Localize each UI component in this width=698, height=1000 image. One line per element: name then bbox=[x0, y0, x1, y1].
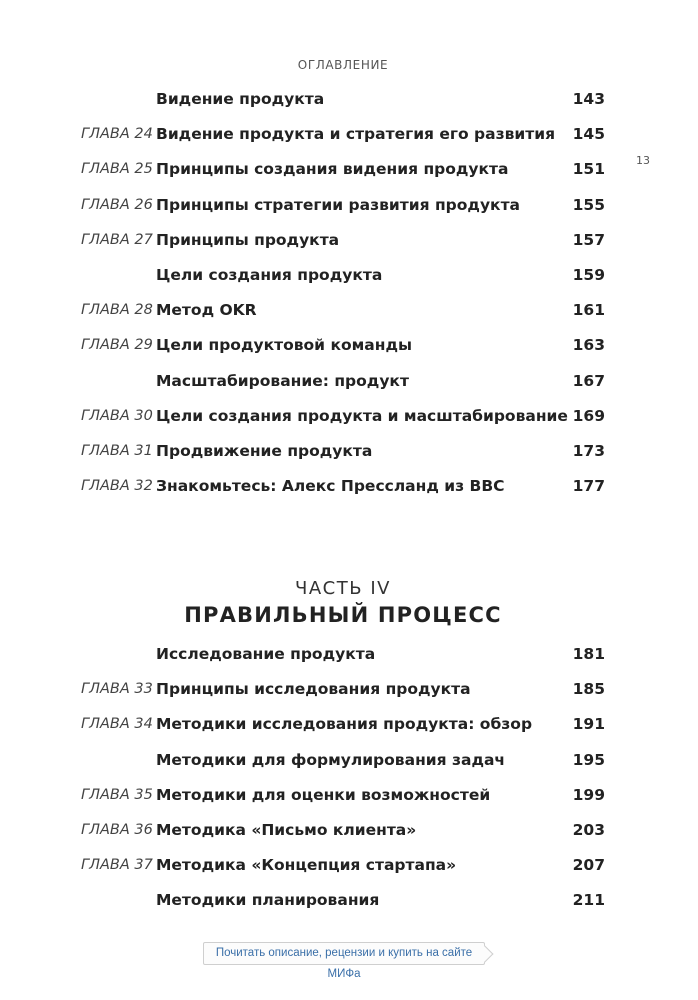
toc-page-number: 159 bbox=[572, 265, 605, 284]
toc-chapter-label: ГЛАВА 26 bbox=[81, 196, 153, 213]
toc-entry-title: Методики для оценки возможностей bbox=[156, 785, 491, 804]
toc-page-number: 185 bbox=[572, 680, 605, 699]
toc-row bbox=[0, 370, 698, 405]
part-label: ЧАСТЬ IV bbox=[295, 578, 391, 599]
toc-chapter-label: ГЛАВА 33 bbox=[81, 681, 153, 698]
toc-page-number: 161 bbox=[572, 301, 605, 320]
running-head: ОГЛАВЛЕНИЕ bbox=[297, 58, 389, 72]
toc-page-number: 211 bbox=[572, 891, 605, 910]
toc-chapter-label: ГЛАВА 37 bbox=[81, 857, 153, 874]
toc-row bbox=[0, 334, 698, 369]
toc-chapter-label: ГЛАВА 27 bbox=[81, 231, 153, 248]
toc-chapter-label: ГЛАВА 28 bbox=[81, 302, 153, 319]
toc-entry-title: Знакомьтесь: Алекс Прессланд из BBC bbox=[156, 477, 505, 496]
toc-chapter-label: ГЛАВА 24 bbox=[81, 126, 153, 143]
toc-row bbox=[0, 158, 698, 193]
toc-row bbox=[0, 854, 698, 889]
toc-page-number: 207 bbox=[572, 856, 605, 875]
toc-row bbox=[0, 405, 698, 440]
toc-page-number: 169 bbox=[572, 406, 605, 425]
toc-entry-title: Методика «Письмо клиента» bbox=[156, 820, 417, 839]
toc-chapter-label: ГЛАВА 29 bbox=[81, 337, 153, 354]
toc-entry-title: Принципы создания видения продукта bbox=[156, 160, 509, 179]
toc-row bbox=[0, 643, 698, 678]
toc-entry-title: Исследование продукта bbox=[156, 645, 376, 663]
toc-page-number: 195 bbox=[572, 750, 605, 769]
toc-page-number: 181 bbox=[572, 645, 605, 663]
promo-link-button[interactable] bbox=[203, 942, 485, 980]
toc-page-number: 143 bbox=[572, 90, 605, 108]
toc-entry-title: Методики планирования bbox=[156, 891, 380, 910]
toc-row bbox=[0, 475, 698, 510]
toc-entry-title: Продвижение продукта bbox=[156, 441, 373, 460]
toc-row bbox=[0, 229, 698, 264]
toc-page-number: 145 bbox=[572, 125, 605, 144]
toc-entry-title: Масштабирование: продукт bbox=[156, 371, 409, 390]
toc-page-number: 167 bbox=[572, 371, 605, 390]
toc-chapter-label: ГЛАВА 36 bbox=[81, 821, 153, 838]
toc-page-number: 199 bbox=[572, 785, 605, 804]
promo-link-text: Почитать описание, рецензии и купить на сайте МИФа bbox=[215, 947, 473, 980]
page-number: 13 bbox=[636, 154, 650, 167]
toc-chapter-label: ГЛАВА 25 bbox=[81, 161, 153, 178]
toc-page-number: 151 bbox=[572, 160, 605, 179]
toc-chapter-label: ГЛАВА 32 bbox=[81, 478, 153, 495]
toc-entry-title: Видение продукта bbox=[156, 90, 325, 108]
toc-entry-title: Видение продукта и стратегия его развития bbox=[156, 125, 556, 144]
toc-page-number: 191 bbox=[572, 715, 605, 734]
toc-entry-title: Цели продуктовой команды bbox=[156, 336, 412, 355]
toc-entry-title: Цели создания продукта bbox=[156, 265, 383, 284]
toc-chapter-label: ГЛАВА 35 bbox=[81, 786, 153, 803]
toc-row bbox=[0, 889, 698, 924]
part-title: ПРАВИЛЬНЫЙ ПРОЦЕСС bbox=[184, 603, 502, 627]
toc-row bbox=[0, 123, 698, 158]
toc-row bbox=[0, 713, 698, 748]
toc-row bbox=[0, 749, 698, 784]
toc-row bbox=[0, 299, 698, 334]
toc-list-bottom bbox=[0, 643, 698, 925]
toc-entry-title: Принципы стратегии развития продукта bbox=[156, 195, 521, 214]
toc-row bbox=[0, 678, 698, 713]
toc-row bbox=[0, 88, 698, 123]
toc-entry-title: Методики исследования продукта: обзор bbox=[156, 715, 533, 734]
toc-page-number: 163 bbox=[572, 336, 605, 355]
toc-chapter-label: ГЛАВА 30 bbox=[81, 407, 153, 424]
toc-row bbox=[0, 819, 698, 854]
toc-chapter-label: ГЛАВА 34 bbox=[81, 716, 153, 733]
toc-list-top bbox=[0, 88, 698, 510]
toc-entry-title: Методика «Концепция стартапа» bbox=[156, 856, 457, 875]
toc-page-number: 155 bbox=[572, 195, 605, 214]
toc-row bbox=[0, 784, 698, 819]
toc-entry-title: Принципы исследования продукта bbox=[156, 680, 471, 699]
toc-page-number: 177 bbox=[572, 477, 605, 496]
toc-chapter-label: ГЛАВА 31 bbox=[81, 442, 153, 459]
toc-entry-title: Метод OKR bbox=[156, 301, 257, 320]
toc-page-number: 203 bbox=[572, 820, 605, 839]
toc-entry-title: Принципы продукта bbox=[156, 230, 340, 249]
toc-entry-title: Цели создания продукта и масштабирование bbox=[156, 406, 568, 425]
toc-row bbox=[0, 264, 698, 299]
toc-page-number: 157 bbox=[572, 230, 605, 249]
toc-row bbox=[0, 194, 698, 229]
toc-entry-title: Методики для формулирования задач bbox=[156, 750, 506, 769]
toc-page-number: 173 bbox=[572, 441, 605, 460]
toc-row bbox=[0, 440, 698, 475]
